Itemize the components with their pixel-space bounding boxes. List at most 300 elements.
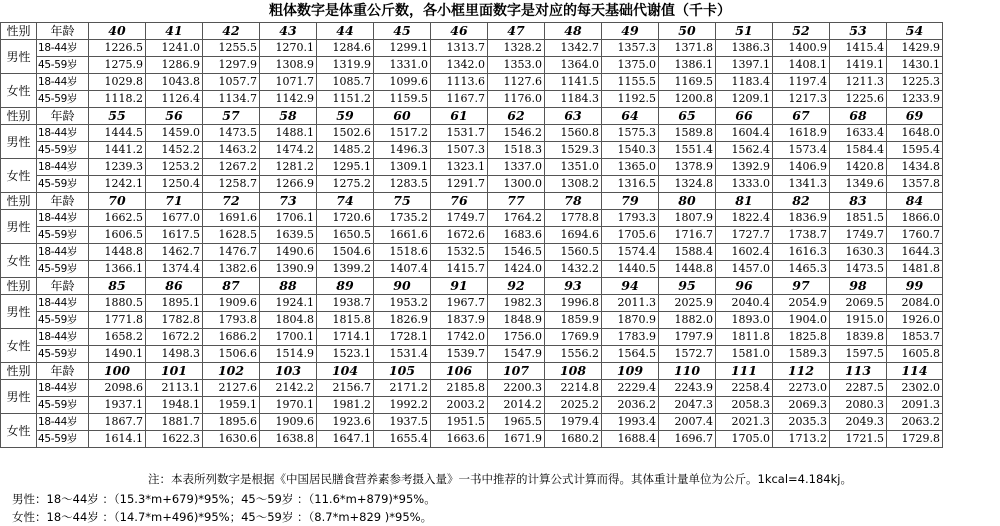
- weight-cell: 104: [317, 363, 374, 380]
- bmr-value-cell: 2049.3: [830, 414, 887, 431]
- weight-cell: 112: [773, 363, 830, 380]
- table-row: [1, 74, 943, 91]
- weight-cell: 91: [431, 278, 488, 295]
- age-range-label: 45-59岁: [37, 312, 89, 329]
- bmr-value-cell: 1113.6: [431, 74, 488, 91]
- weight-cell: 92: [488, 278, 545, 295]
- footnote-source: 注：本表所列数字是根据《中国居民膳食营养素参考摄入量》一书中推荐的计算公式计算而得。其体重计量单位为公斤。1kcal=4.184kj。: [148, 472, 852, 486]
- bmr-value-cell: 1756.0: [488, 329, 545, 346]
- bmr-value-cell: 1926.0: [887, 312, 943, 329]
- sex-label: 男性: [1, 210, 37, 244]
- age-header: 年龄: [37, 278, 89, 295]
- bmr-value-cell: 1118.2: [89, 91, 146, 108]
- weight-cell: 88: [260, 278, 317, 295]
- bmr-value-cell: 1644.3: [887, 244, 943, 261]
- bmr-value-cell: 1141.5: [545, 74, 602, 91]
- bmr-value-cell: 1882.0: [659, 312, 716, 329]
- table-row: [1, 176, 943, 193]
- bmr-value-cell: 1953.2: [374, 295, 431, 312]
- bmr-value-cell: 1804.8: [260, 312, 317, 329]
- table-row: [1, 431, 943, 448]
- bmr-value-cell: 1909.6: [203, 295, 260, 312]
- age-range-label: 18-44岁: [37, 40, 89, 57]
- bmr-value-cell: 1826.9: [374, 312, 431, 329]
- table-row: [1, 295, 943, 312]
- bmr-value-cell: 1560.5: [545, 244, 602, 261]
- bmr-value-cell: 1313.7: [431, 40, 488, 57]
- weight-cell: 59: [317, 108, 374, 125]
- weight-cell: 83: [830, 193, 887, 210]
- bmr-value-cell: 1595.4: [887, 142, 943, 159]
- bmr-value-cell: 1909.6: [260, 414, 317, 431]
- bmr-value-cell: 1155.5: [602, 74, 659, 91]
- bmr-value-cell: 1226.5: [89, 40, 146, 57]
- weight-cell: 55: [89, 108, 146, 125]
- bmr-value-cell: 1275.9: [89, 57, 146, 74]
- bmr-value-cell: 1728.1: [374, 329, 431, 346]
- bmr-value-cell: 1573.4: [773, 142, 830, 159]
- bmr-value-cell: 1688.4: [602, 431, 659, 448]
- bmr-value-cell: 1309.1: [374, 159, 431, 176]
- weight-cell: 81: [716, 193, 773, 210]
- bmr-value-cell: 1242.1: [89, 176, 146, 193]
- bmr-value-cell: 1481.8: [887, 261, 943, 278]
- bmr-value-cell: 1518.6: [374, 244, 431, 261]
- bmr-value-cell: 1807.9: [659, 210, 716, 227]
- bmr-value-cell: 1584.4: [830, 142, 887, 159]
- bmr-value-cell: 1870.9: [602, 312, 659, 329]
- bmr-value-cell: 1366.1: [89, 261, 146, 278]
- weight-cell: 71: [146, 193, 203, 210]
- weight-cell: 105: [374, 363, 431, 380]
- bmr-value-cell: 1556.2: [545, 346, 602, 363]
- bmr-value-cell: 1267.2: [203, 159, 260, 176]
- bmr-value-cell: 1546.5: [488, 244, 545, 261]
- weight-cell: 78: [545, 193, 602, 210]
- bmr-value-cell: 1323.1: [431, 159, 488, 176]
- bmr-value-cell: 1639.5: [260, 227, 317, 244]
- bmr-value-cell: 1506.6: [203, 346, 260, 363]
- bmr-value-cell: 1531.7: [431, 125, 488, 142]
- bmr-value-cell: 1836.9: [773, 210, 830, 227]
- weight-cell: 54: [887, 23, 943, 40]
- table-row: [1, 227, 943, 244]
- bmr-value-cell: 1769.9: [545, 329, 602, 346]
- bmr-value-cell: 1444.5: [89, 125, 146, 142]
- bmr-value-cell: 1432.2: [545, 261, 602, 278]
- bmr-value-cell: 1209.1: [716, 91, 773, 108]
- bmr-value-cell: 1851.5: [830, 210, 887, 227]
- bmr-value-cell: 1502.6: [317, 125, 374, 142]
- weight-cell: 111: [716, 363, 773, 380]
- formula-male: 男性：18～44岁 ：（15.3*m+679)*95%；45～59岁 ：（11.6*m+879)*95%。: [12, 492, 436, 506]
- age-range-label: 18-44岁: [37, 159, 89, 176]
- weight-cell: 46: [431, 23, 488, 40]
- bmr-value-cell: 1474.2: [260, 142, 317, 159]
- weight-cell: 56: [146, 108, 203, 125]
- bmr-value-cell: 1434.8: [887, 159, 943, 176]
- weight-cell: 57: [203, 108, 260, 125]
- sex-label: 女性: [1, 329, 37, 363]
- bmr-value-cell: 2302.0: [887, 380, 943, 397]
- weight-cell: 68: [830, 108, 887, 125]
- weight-cell: 42: [203, 23, 260, 40]
- bmr-value-cell: 1617.5: [146, 227, 203, 244]
- bmr-value-cell: 1488.1: [260, 125, 317, 142]
- bmr-value-cell: 1253.2: [146, 159, 203, 176]
- bmr-value-cell: 1655.4: [374, 431, 431, 448]
- bmr-value-cell: 1514.9: [260, 346, 317, 363]
- bmr-value-cell: 1448.8: [659, 261, 716, 278]
- weight-cell: 98: [830, 278, 887, 295]
- bmr-value-cell: 1532.5: [431, 244, 488, 261]
- bmr-value-cell: 1959.1: [203, 397, 260, 414]
- bmr-value-cell: 1815.8: [317, 312, 374, 329]
- bmr-value-cell: 1496.3: [374, 142, 431, 159]
- bmr-value-cell: 1575.3: [602, 125, 659, 142]
- bmr-value-cell: 2011.3: [602, 295, 659, 312]
- bmr-value-cell: 1680.2: [545, 431, 602, 448]
- weight-cell: 77: [488, 193, 545, 210]
- formula-female: 女性：18～44岁 ：（14.7*m+496)*95%；45～59岁 ：（8.7*m+829 )*95%。: [12, 510, 433, 524]
- bmr-value-cell: 2171.2: [374, 380, 431, 397]
- bmr-value-cell: 1328.2: [488, 40, 545, 57]
- bmr-value-cell: 1981.2: [317, 397, 374, 414]
- table-row: [1, 329, 943, 346]
- bmr-value-cell: 1374.4: [146, 261, 203, 278]
- bmr-value-cell: 1523.1: [317, 346, 374, 363]
- bmr-value-cell: 1825.8: [773, 329, 830, 346]
- bmr-value-cell: 2084.0: [887, 295, 943, 312]
- weight-cell: 75: [374, 193, 431, 210]
- age-range-label: 45-59岁: [37, 261, 89, 278]
- bmr-value-cell: 1924.1: [260, 295, 317, 312]
- age-range-label: 18-44岁: [37, 244, 89, 261]
- weight-cell: 65: [659, 108, 716, 125]
- bmr-value-cell: 2025.2: [545, 397, 602, 414]
- weight-header-row: [1, 23, 943, 40]
- bmr-value-cell: 1297.9: [203, 57, 260, 74]
- bmr-value-cell: 1382.6: [203, 261, 260, 278]
- bmr-value-cell: 1904.0: [773, 312, 830, 329]
- bmr-value-cell: 1211.3: [830, 74, 887, 91]
- bmr-value-cell: 1390.9: [260, 261, 317, 278]
- weight-header-row: [1, 278, 943, 295]
- sex-header: 性别: [1, 278, 37, 295]
- bmr-value-cell: 1727.7: [716, 227, 773, 244]
- bmr-value-cell: 1127.6: [488, 74, 545, 91]
- bmr-value-cell: 2007.4: [659, 414, 716, 431]
- weight-cell: 74: [317, 193, 374, 210]
- bmr-value-cell: 1721.5: [830, 431, 887, 448]
- age-range-label: 45-59岁: [37, 346, 89, 363]
- bmr-value-cell: 1420.8: [830, 159, 887, 176]
- bmr-value-cell: 1353.0: [488, 57, 545, 74]
- weight-cell: 82: [773, 193, 830, 210]
- bmr-value-cell: 1134.7: [203, 91, 260, 108]
- bmr-value-cell: 1424.0: [488, 261, 545, 278]
- bmr-value-cell: 1895.1: [146, 295, 203, 312]
- bmr-value-cell: 1337.0: [488, 159, 545, 176]
- bmr-value-cell: 1386.1: [659, 57, 716, 74]
- bmr-value-cell: 1126.4: [146, 91, 203, 108]
- bmr-value-cell: 1159.5: [374, 91, 431, 108]
- bmr-value-cell: 1342.7: [545, 40, 602, 57]
- bmr-value-cell: 1490.6: [260, 244, 317, 261]
- bmr-value-cell: 2069.3: [773, 397, 830, 414]
- bmr-value-cell: 1239.3: [89, 159, 146, 176]
- table-row: [1, 261, 943, 278]
- weight-cell: 40: [89, 23, 146, 40]
- weight-cell: 89: [317, 278, 374, 295]
- weight-header-row: [1, 193, 943, 210]
- bmr-value-cell: 1605.8: [887, 346, 943, 363]
- bmr-value-cell: 1729.8: [887, 431, 943, 448]
- weight-cell: 94: [602, 278, 659, 295]
- bmr-value-cell: 1630.3: [830, 244, 887, 261]
- bmr-value-cell: 1970.1: [260, 397, 317, 414]
- weight-cell: 113: [830, 363, 887, 380]
- bmr-value-cell: 1151.2: [317, 91, 374, 108]
- bmr-value-cell: 1691.6: [203, 210, 260, 227]
- age-range-label: 18-44岁: [37, 210, 89, 227]
- bmr-value-cell: 1686.2: [203, 329, 260, 346]
- bmr-value-cell: 1283.5: [374, 176, 431, 193]
- bmr-value-cell: 1308.2: [545, 176, 602, 193]
- bmr-value-cell: 1281.2: [260, 159, 317, 176]
- bmr-value-cell: 1735.2: [374, 210, 431, 227]
- age-range-label: 45-59岁: [37, 91, 89, 108]
- bmr-value-cell: 1324.8: [659, 176, 716, 193]
- table-row: [1, 57, 943, 74]
- bmr-value-cell: 1915.0: [830, 312, 887, 329]
- bmr-value-cell: 1284.6: [317, 40, 374, 57]
- bmr-value-cell: 1893.0: [716, 312, 773, 329]
- bmr-value-cell: 1937.5: [374, 414, 431, 431]
- sex-label: 男性: [1, 125, 37, 159]
- bmr-value-cell: 1859.9: [545, 312, 602, 329]
- weight-cell: 70: [89, 193, 146, 210]
- bmr-value-cell: 1602.4: [716, 244, 773, 261]
- bmr-value-cell: 1547.9: [488, 346, 545, 363]
- bmr-value-cell: 1250.4: [146, 176, 203, 193]
- bmr-value-cell: 1407.4: [374, 261, 431, 278]
- bmr-value-cell: 1441.2: [89, 142, 146, 159]
- weight-cell: 45: [374, 23, 431, 40]
- bmr-value-cell: 1485.2: [317, 142, 374, 159]
- weight-cell: 93: [545, 278, 602, 295]
- age-range-label: 45-59岁: [37, 431, 89, 448]
- bmr-value-cell: 1349.6: [830, 176, 887, 193]
- bmr-value-cell: 1700.1: [260, 329, 317, 346]
- bmr-value-cell: 1706.1: [260, 210, 317, 227]
- bmr-value-cell: 1241.0: [146, 40, 203, 57]
- weight-header-row: [1, 108, 943, 125]
- weight-cell: 114: [887, 363, 943, 380]
- bmr-value-cell: 1476.7: [203, 244, 260, 261]
- bmr-value-cell: 1965.5: [488, 414, 545, 431]
- bmr-value-cell: 1574.4: [602, 244, 659, 261]
- age-header: 年龄: [37, 108, 89, 125]
- bmr-value-cell: 2063.2: [887, 414, 943, 431]
- bmr-value-cell: 1167.7: [431, 91, 488, 108]
- bmr-value-cell: 1142.9: [260, 91, 317, 108]
- bmr-value-cell: 1415.4: [830, 40, 887, 57]
- bmr-value-cell: 1661.6: [374, 227, 431, 244]
- bmr-value-cell: 1473.5: [830, 261, 887, 278]
- weight-cell: 41: [146, 23, 203, 40]
- weight-cell: 51: [716, 23, 773, 40]
- bmr-value-cell: 1531.4: [374, 346, 431, 363]
- bmr-value-cell: 1967.7: [431, 295, 488, 312]
- sex-label: 男性: [1, 295, 37, 329]
- weight-cell: 67: [773, 108, 830, 125]
- age-range-label: 45-59岁: [37, 397, 89, 414]
- bmr-value-cell: 1716.7: [659, 227, 716, 244]
- bmr-value-cell: 1546.2: [488, 125, 545, 142]
- bmr-value-cell: 1630.6: [203, 431, 260, 448]
- bmr-value-cell: 1071.7: [260, 74, 317, 91]
- bmr-value-cell: 1837.9: [431, 312, 488, 329]
- bmr-value-cell: 1853.7: [887, 329, 943, 346]
- bmr-value-cell: 2014.2: [488, 397, 545, 414]
- bmr-value-cell: 1648.0: [887, 125, 943, 142]
- age-range-label: 45-59岁: [37, 57, 89, 74]
- bmr-value-cell: 1677.0: [146, 210, 203, 227]
- bmr-value-cell: 1452.2: [146, 142, 203, 159]
- bmr-value-cell: 1415.7: [431, 261, 488, 278]
- bmr-value-cell: 1200.8: [659, 91, 716, 108]
- bmr-value-cell: 2036.2: [602, 397, 659, 414]
- bmr-value-cell: 1255.5: [203, 40, 260, 57]
- bmr-value-cell: 1386.3: [716, 40, 773, 57]
- bmr-value-cell: 1996.8: [545, 295, 602, 312]
- bmr-value-cell: 1176.0: [488, 91, 545, 108]
- weight-cell: 84: [887, 193, 943, 210]
- bmr-value-cell: 2142.2: [260, 380, 317, 397]
- bmr-value-cell: 2127.6: [203, 380, 260, 397]
- bmr-value-cell: 1616.3: [773, 244, 830, 261]
- bmr-value-cell: 1357.3: [602, 40, 659, 57]
- weight-cell: 102: [203, 363, 260, 380]
- bmr-value-cell: 1771.8: [89, 312, 146, 329]
- bmr-value-cell: 1562.4: [716, 142, 773, 159]
- bmr-value-cell: 1448.8: [89, 244, 146, 261]
- bmr-value-cell: 1672.2: [146, 329, 203, 346]
- weight-cell: 109: [602, 363, 659, 380]
- bmr-value-cell: 1397.1: [716, 57, 773, 74]
- bmr-value-cell: 1979.4: [545, 414, 602, 431]
- bmr-value-cell: 1683.6: [488, 227, 545, 244]
- age-range-label: 18-44岁: [37, 414, 89, 431]
- bmr-value-cell: 2091.3: [887, 397, 943, 414]
- bmr-value-cell: 1341.3: [773, 176, 830, 193]
- bmr-value-cell: 2113.1: [146, 380, 203, 397]
- bmr-value-cell: 1597.5: [830, 346, 887, 363]
- bmr-value-cell: 2054.9: [773, 295, 830, 312]
- bmr-value-cell: 1057.7: [203, 74, 260, 91]
- weight-cell: 63: [545, 108, 602, 125]
- bmr-value-cell: 1938.7: [317, 295, 374, 312]
- bmr-table: [0, 22, 943, 448]
- bmr-value-cell: 1822.4: [716, 210, 773, 227]
- bmr-value-cell: 1473.5: [203, 125, 260, 142]
- weight-cell: 62: [488, 108, 545, 125]
- weight-cell: 108: [545, 363, 602, 380]
- bmr-value-cell: 1589.8: [659, 125, 716, 142]
- bmr-value-cell: 1628.5: [203, 227, 260, 244]
- bmr-value-cell: 1793.8: [203, 312, 260, 329]
- weight-cell: 86: [146, 278, 203, 295]
- bmr-value-cell: 1419.1: [830, 57, 887, 74]
- bmr-value-cell: 1560.8: [545, 125, 602, 142]
- bmr-value-cell: 2047.3: [659, 397, 716, 414]
- bmr-value-cell: 1357.8: [887, 176, 943, 193]
- bmr-value-cell: 1518.3: [488, 142, 545, 159]
- bmr-value-cell: 1331.0: [374, 57, 431, 74]
- bmr-value-cell: 1881.7: [146, 414, 203, 431]
- sex-label: 女性: [1, 74, 37, 108]
- bmr-value-cell: 1650.5: [317, 227, 374, 244]
- weight-cell: 61: [431, 108, 488, 125]
- bmr-value-cell: 1848.9: [488, 312, 545, 329]
- bmr-value-cell: 1993.4: [602, 414, 659, 431]
- bmr-value-cell: 1192.5: [602, 91, 659, 108]
- bmr-value-cell: 1319.9: [317, 57, 374, 74]
- bmr-value-cell: 1764.2: [488, 210, 545, 227]
- weight-cell: 76: [431, 193, 488, 210]
- sex-header: 性别: [1, 23, 37, 40]
- bmr-value-cell: 1705.6: [602, 227, 659, 244]
- weight-cell: 50: [659, 23, 716, 40]
- bmr-value-cell: 1308.9: [260, 57, 317, 74]
- bmr-value-cell: 1694.6: [545, 227, 602, 244]
- sex-header: 性别: [1, 193, 37, 210]
- weight-cell: 53: [830, 23, 887, 40]
- bmr-value-cell: 1507.3: [431, 142, 488, 159]
- bmr-value-cell: 1622.3: [146, 431, 203, 448]
- table-row: [1, 397, 943, 414]
- age-range-label: 45-59岁: [37, 142, 89, 159]
- bmr-value-cell: 2185.8: [431, 380, 488, 397]
- weight-cell: 106: [431, 363, 488, 380]
- table-row: [1, 91, 943, 108]
- bmr-value-cell: 1529.3: [545, 142, 602, 159]
- bmr-value-cell: 1504.6: [317, 244, 374, 261]
- bmr-value-cell: 1572.7: [659, 346, 716, 363]
- bmr-value-cell: 1738.7: [773, 227, 830, 244]
- sex-header: 性别: [1, 363, 37, 380]
- bmr-value-cell: 2035.3: [773, 414, 830, 431]
- bmr-value-cell: 1275.2: [317, 176, 374, 193]
- sex-label: 女性: [1, 244, 37, 278]
- bmr-value-cell: 1286.9: [146, 57, 203, 74]
- bmr-value-cell: 1662.5: [89, 210, 146, 227]
- sex-header: 性别: [1, 108, 37, 125]
- weight-cell: 80: [659, 193, 716, 210]
- bmr-value-cell: 1951.5: [431, 414, 488, 431]
- bmr-value-cell: 1742.0: [431, 329, 488, 346]
- bmr-value-cell: 1714.1: [317, 329, 374, 346]
- bmr-value-cell: 1406.9: [773, 159, 830, 176]
- bmr-value-cell: 1866.0: [887, 210, 943, 227]
- sex-label: 女性: [1, 414, 37, 448]
- bmr-value-cell: 1564.5: [602, 346, 659, 363]
- age-range-label: 45-59岁: [37, 176, 89, 193]
- bmr-value-cell: 1463.2: [203, 142, 260, 159]
- bmr-value-cell: 1225.6: [830, 91, 887, 108]
- table-row: [1, 414, 943, 431]
